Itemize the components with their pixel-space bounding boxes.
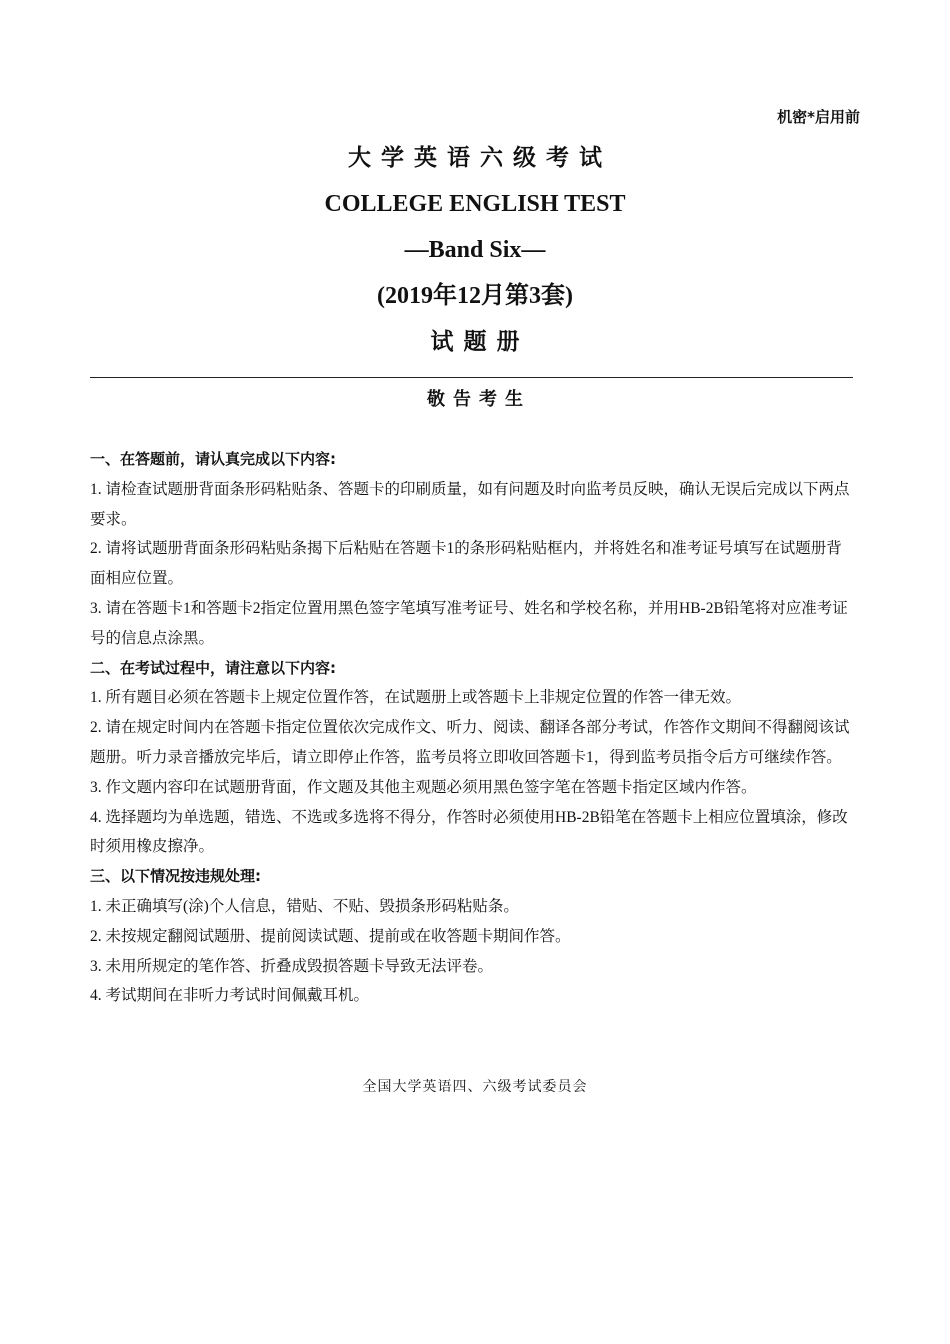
instruction-item: 4. 选择题均为单选题，错选、不选或多选将不得分，作答时必须使用HB-2B铅笔在答题卡上相应位置填涂，修改时须用橡皮擦净。 [90,808,848,856]
committee-signature: 全国大学英语四、六级考试委员会 [362,1079,588,1095]
instruction-item: 4. 考试期间在非听力考试时间佩戴耳机。 [90,987,370,1005]
confidential-label: 机密*启用前 [777,108,860,126]
instruction-item: 1. 请检查试题册背面条形码粘贴条、答题卡的印刷质量，如有问题及时向监考员反映，确认无误后完成以下两点要求。 [90,480,850,528]
instruction-item: 1. 未正确填写(涂)个人信息，错贴、不贴、毁损条形码粘贴条。 [90,897,519,915]
instruction-item: 1. 所有题目必须在答题卡上规定位置作答，在试题册上或答题卡上非规定位置的作答一律无效。 [90,689,742,707]
section-title: 三、以下情况按违规处理: [90,867,261,886]
exam-band: —Band Six— [404,237,546,263]
divider-line [90,377,853,378]
instructions [90,445,856,1011]
section-title: 一、在答题前，请认真完成以下内容: [90,450,337,468]
exam-title-chinese: 大学英语六级考试 [348,145,612,171]
notice-heading: 敬告考生 [427,389,531,410]
exam-title-english: COLLEGE ENGLISH TEST [324,191,626,217]
instruction-item: 3. 作文题内容印在试题册背面，作文题及其他主观题必须用黑色签字笔在答题卡指定区域内作答。 [90,778,757,796]
section-title: 二、在考试过程中，请注意以下内容: [90,658,337,677]
exam-session: (2019年12月第3套) [377,283,573,309]
section-before-answering [90,445,856,654]
section-during-exam [90,654,856,863]
booklet-title: 试题册 [430,329,530,355]
exam-title-block [0,135,950,365]
instruction-item: 3. 未用所规定的笔作答、折叠成毁损答题卡导致无法评卷。 [90,957,494,975]
instruction-item: 3. 请在答题卡1和答题卡2指定位置用黑色签字笔填写准考证号、姓名和学校名称，并用HB-2B铅笔将对应准考证号的信息点涂黑。 [90,599,848,647]
instruction-item: 2. 未按规定翻阅试题册、提前阅读试题、提前或在收答题卡期间作答。 [90,927,571,945]
instruction-item: 2. 请将试题册背面条形码粘贴条揭下后粘贴在答题卡1的条形码粘贴框内，并将姓名和准考证号填写在试题册背面相应位置。 [90,540,842,588]
instruction-item: 2. 请在规定时间内在答题卡指定位置依次完成作文、听力、阅读、翻译各部分考试，作答作文期间不得翻阅该试题册。听力录音播放完毕后，请立即停止作答，监考员将立即收回答题卡1，得到监考员指令后方可继续作答。 [90,719,850,766]
section-violations [90,862,856,1011]
